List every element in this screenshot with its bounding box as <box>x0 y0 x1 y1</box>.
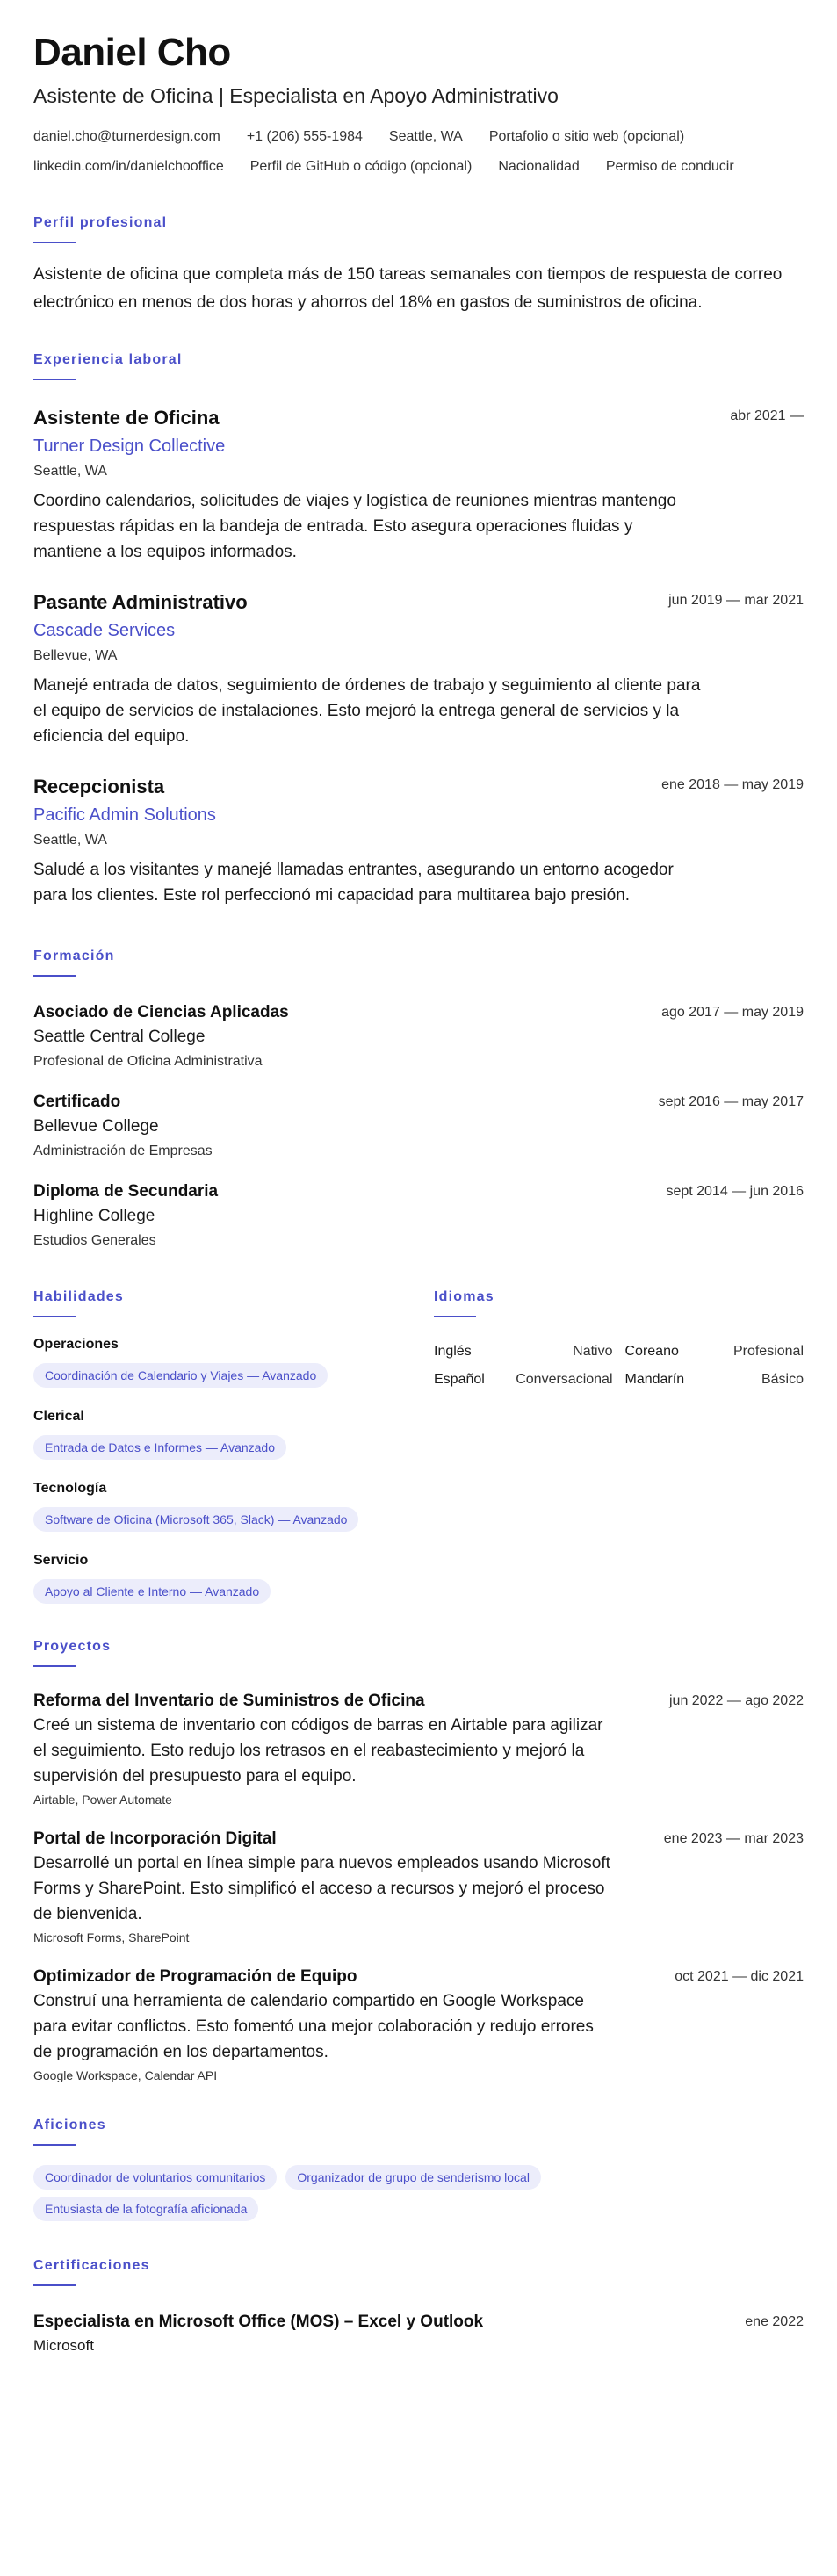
project-technologies: Google Workspace, Calendar API <box>33 2068 218 2083</box>
job-dates: ene 2018 — may 2019 <box>661 777 804 793</box>
section-title: Formación <box>33 949 115 964</box>
hobby-chip: Entusiasta de la fotografía aficionada <box>33 2197 258 2221</box>
language-level: Profesional <box>732 1344 804 1360</box>
hobby-chip: Organizador de grupo de senderismo local <box>285 2165 541 2190</box>
project-entry <box>33 1692 804 1807</box>
skill-chip: Coordinación de Calendario y Viajes — Avanzado <box>33 1363 328 1388</box>
languages-section <box>434 1289 804 1604</box>
job-description: Saludé a los visitantes y manejé llamadas entrantes, asegurando un entorno acogedor para los clientes. Este rol perfeccionó mi capacidad para multitarea bajo presión. <box>33 861 674 906</box>
certification-issuer: Microsoft <box>33 2337 94 2355</box>
certification-title: Especialista en Microsoft Office (MOS) – Excel y Outlook <box>33 2313 484 2332</box>
contact-portfolio[interactable]: Portafolio o sitio web (opcional) <box>488 129 685 145</box>
project-description: Construí una herramienta de calendario compartido en Google Workspace para evitar conflictos. Esto fomentó una mejor colaboración y redujo errores de programación en los departamentos. <box>33 1992 594 2062</box>
section-title: Proyectos <box>33 1639 112 1655</box>
education-degree: Diploma de Secundaria <box>33 1182 219 1201</box>
education-section <box>33 949 804 1249</box>
language-grid <box>434 1331 804 1388</box>
project-title: Reforma del Inventario de Suministros de Oficina <box>33 1692 425 1711</box>
job-location: Bellevue, WA <box>33 648 118 664</box>
job-title: Pasante Administrativo <box>33 591 248 614</box>
skill-chip: Apoyo al Cliente e Interno — Avanzado <box>33 1579 271 1604</box>
language-level: Conversacional <box>516 1372 613 1388</box>
skills-section <box>33 1289 434 1604</box>
projects-section <box>33 1639 804 2082</box>
project-dates: oct 2021 — dic 2021 <box>675 1969 804 1985</box>
language-item <box>625 1372 805 1388</box>
section-title: Aficiones <box>33 2118 106 2133</box>
summary-text: Asistente de oficina que completa más de 150 tareas semanales con tiempos de respuesta de correo electrónico en menos de dos horas y ahorros del 18% en gastos de suministros de oficina. <box>33 265 783 313</box>
skill-category: Servicio <box>33 1553 89 1569</box>
skills-languages-row <box>33 1289 804 1604</box>
education-school: Highline College <box>33 1207 155 1226</box>
project-title: Portal de Incorporación Digital <box>33 1829 277 1849</box>
education-dates: sept 2016 — may 2017 <box>658 1094 804 1110</box>
job-title: Asistente de Oficina <box>33 407 220 429</box>
section-title: Certificaciones <box>33 2258 150 2274</box>
hobby-chip-list <box>33 2154 701 2221</box>
skill-chip: Entrada de Datos e Informes — Avanzado <box>33 1435 286 1460</box>
language-item <box>434 1372 613 1388</box>
education-field: Administración de Empresas <box>33 1144 213 1159</box>
education-degree: Certificado <box>33 1093 121 1112</box>
job-company: Turner Design Collective <box>33 437 226 457</box>
language-name: Español <box>434 1372 485 1388</box>
language-item <box>625 1344 805 1360</box>
job-dates: jun 2019 — mar 2021 <box>668 593 804 609</box>
project-dates: ene 2023 — mar 2023 <box>663 1831 804 1847</box>
project-technologies: Microsoft Forms, SharePoint <box>33 1930 190 1945</box>
education-school: Bellevue College <box>33 1117 159 1136</box>
candidate-name: Daniel Cho <box>33 31 231 74</box>
section-divider <box>33 1665 76 1667</box>
section-divider <box>33 379 76 380</box>
hobby-chip: Coordinador de voluntarios comunitarios <box>33 2165 277 2190</box>
job-description: Coordino calendarios, solicitudes de viajes y logística de reuniones mientras mantengo respuestas rápidas en la bandeja de entrada. Esto asegura operaciones fluidas y mantiene a los equipos informados. <box>33 492 676 562</box>
job-entry <box>33 776 804 908</box>
section-divider <box>33 2144 76 2146</box>
contact-email[interactable]: daniel.cho@turnerdesign.com <box>33 129 220 145</box>
job-location: Seattle, WA <box>33 833 107 848</box>
language-level: Nativo <box>573 1344 613 1360</box>
education-entry <box>33 1093 804 1159</box>
hobbies-section <box>33 2118 804 2221</box>
contact-linkedin[interactable]: linkedin.com/in/danielchooffice <box>33 159 224 175</box>
section-divider <box>33 2284 76 2286</box>
education-dates: ago 2017 — may 2019 <box>661 1005 804 1021</box>
language-name: Mandarín <box>624 1372 685 1388</box>
section-title: Habilidades <box>33 1289 125 1305</box>
contact-driving-license: Permiso de conducir <box>605 159 734 175</box>
section-divider <box>33 242 76 243</box>
job-location: Seattle, WA <box>33 464 107 480</box>
job-company: Pacific Admin Solutions <box>33 805 216 826</box>
section-divider <box>33 975 76 977</box>
contact-list <box>33 129 804 175</box>
certifications-section <box>33 2258 804 2355</box>
education-field: Estudios Generales <box>33 1233 156 1249</box>
job-entry <box>33 407 804 565</box>
skill-category: Tecnología <box>33 1481 107 1497</box>
summary-section <box>33 215 804 317</box>
project-dates: jun 2022 — ago 2022 <box>668 1693 804 1709</box>
certification-entry <box>33 2313 804 2355</box>
section-divider <box>434 1316 476 1317</box>
project-description: Desarrollé un portal en línea simple para nuevos empleados usando Microsoft Forms y SharePoint. Esto simplificó el acceso a recursos y mejoró el proceso de bienvenida. <box>33 1854 610 1924</box>
job-company: Cascade Services <box>33 621 176 641</box>
section-title: Experiencia laboral <box>33 352 183 368</box>
section-title: Perfil profesional <box>33 215 168 231</box>
education-school: Seattle Central College <box>33 1028 206 1047</box>
education-entry <box>33 1003 804 1070</box>
job-dates: abr 2021 — <box>730 408 804 424</box>
education-dates: sept 2014 — jun 2016 <box>666 1184 804 1200</box>
project-technologies: Airtable, Power Automate <box>33 1793 172 1808</box>
job-title: Recepcionista <box>33 776 165 798</box>
skill-category: Clerical <box>33 1409 84 1425</box>
language-item <box>434 1344 613 1360</box>
education-entry <box>33 1182 804 1249</box>
project-entry <box>33 1829 804 1945</box>
section-title: Idiomas <box>434 1289 494 1305</box>
resume-header <box>33 32 804 175</box>
skill-category: Operaciones <box>33 1337 119 1353</box>
contact-location: Seattle, WA <box>388 129 463 145</box>
contact-github[interactable]: Perfil de GitHub o código (opcional) <box>249 159 473 175</box>
contact-nationality: Nacionalidad <box>498 159 580 175</box>
job-entry <box>33 591 804 749</box>
candidate-headline: Asistente de Oficina | Especialista en Apoyo Administrativo <box>33 84 559 108</box>
project-description: Creé un sistema de inventario con códigos de barras en Airtable para agilizar el seguimiento. Esto redujo los retrasos en el reabastecimiento y mejoró la supervisión del presupuesto para el equipo. <box>33 1716 603 1786</box>
skill-chip: Software de Oficina (Microsoft 365, Slack) — Avanzado <box>33 1507 358 1532</box>
education-degree: Asociado de Ciencias Aplicadas <box>33 1003 289 1022</box>
section-divider <box>33 1316 76 1317</box>
language-level: Básico <box>761 1372 804 1388</box>
job-description: Manejé entrada de datos, seguimiento de órdenes de trabajo y seguimiento al cliente para el equipo de servicios de instalaciones. Esto mejoró la entrega general de servicios y la eficiencia del equipo. <box>33 676 701 747</box>
experience-section <box>33 352 804 908</box>
contact-phone[interactable]: +1 (206) 555-1984 <box>246 129 363 145</box>
project-entry <box>33 1967 804 2082</box>
certification-date: ene 2022 <box>745 2314 804 2330</box>
language-name: Coreano <box>624 1344 679 1360</box>
education-field: Profesional de Oficina Administrativa <box>33 1054 263 1070</box>
project-title: Optimizador de Programación de Equipo <box>33 1967 357 1987</box>
language-name: Inglés <box>434 1344 472 1360</box>
